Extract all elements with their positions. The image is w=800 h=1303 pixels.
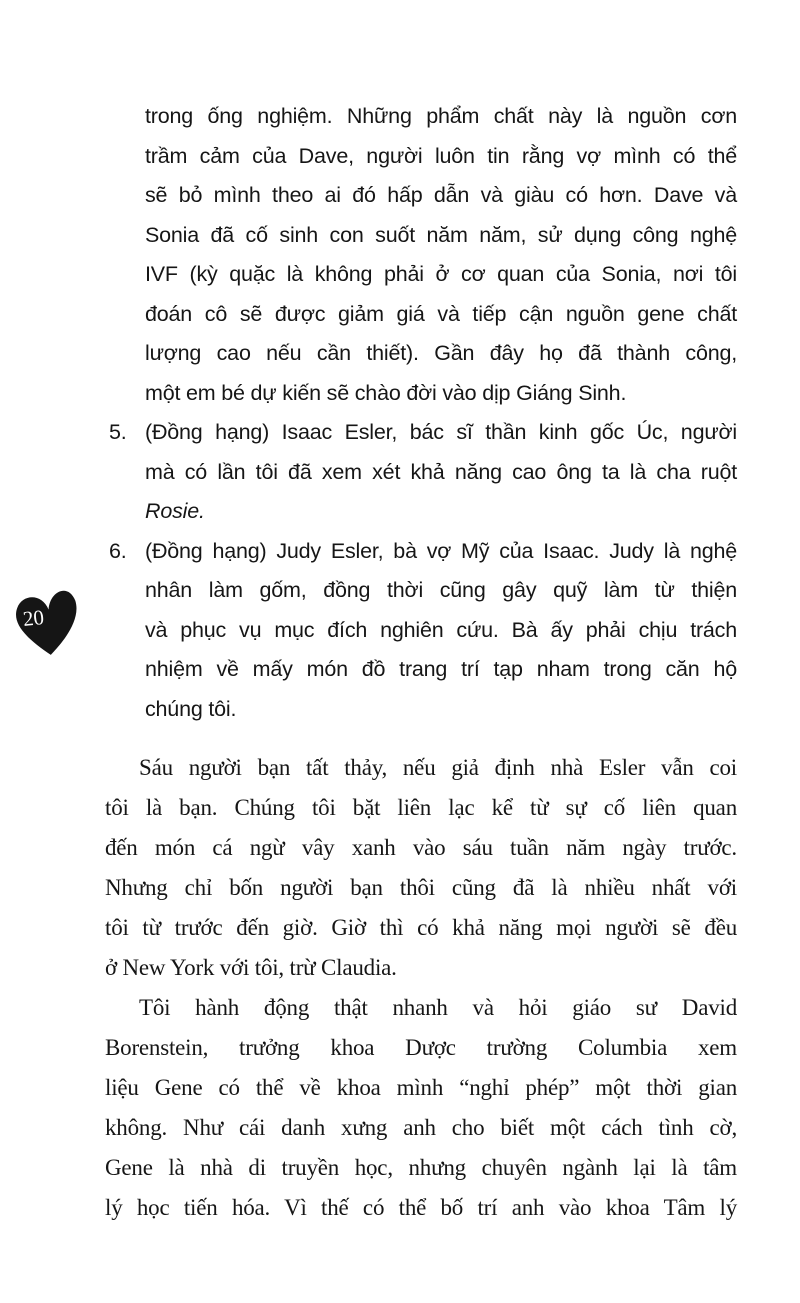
text-line: không. Như cái danh xưng anh cho biết một cách tình cờ, (105, 1115, 737, 1140)
text-line: một em bé dự kiến sẽ chào đời vào dịp Giáng Sinh. (145, 380, 627, 405)
text-line: tôi từ trước đến giờ. Giờ thì có khả năng mọi người sẽ đều (105, 915, 737, 940)
text-line: Sonia đã cố sinh con suốt năm năm, sử dụng công nghệ (145, 222, 737, 247)
list-item-5 (105, 413, 737, 532)
text-line: lượng cao nếu cần thiết). Gần đây họ đã thành công, (145, 341, 737, 365)
list-item-4-continuation (105, 97, 737, 413)
text-line: Gene là nhà di truyền học, nhưng chuyên ngành lại là tâm (105, 1155, 737, 1180)
text-line: nhân làm gốm, đồng thời cũng gây quỹ làm từ thiện (145, 578, 737, 602)
body-text (105, 748, 737, 1228)
page-number-marker (10, 582, 90, 666)
text-line: liệu Gene có thể về khoa mình “nghỉ phép” một thời gian (105, 1075, 737, 1100)
list-item-number: 5. (109, 420, 127, 444)
text-line: (Đồng hạng) Judy Esler, bà vợ Mỹ của Isaac. Judy là nghệ (145, 538, 737, 563)
text-line: đoán cô sẽ được giảm giá và tiếp cận nguồn gene chất (145, 301, 737, 326)
text-line: Borenstein, trưởng khoa Dược trường Columbia xem (105, 1035, 737, 1060)
text-line: Tôi hành động thật nhanh và hỏi giáo sư David (139, 995, 737, 1020)
text-line: lý học tiến hóa. Vì thế có thể bố trí anh vào khoa Tâm lý (105, 1195, 737, 1220)
list-item-6 (105, 532, 737, 730)
text-line: và phục vụ mục đích nghiên cứu. Bà ấy phải chịu trách (145, 617, 737, 642)
text-line: mà có lần tôi đã xem xét khả năng cao ông ta là cha ruột (145, 459, 737, 484)
text-line: IVF (kỳ quặc là không phải ở cơ quan của Sonia, nơi tôi (145, 262, 737, 286)
paragraph-1 (105, 748, 737, 988)
text-line: trầm cảm của Dave, người luôn tin rằng vợ mình có thể (145, 143, 737, 168)
list-item-number: 6. (109, 538, 127, 563)
text-line: tôi là bạn. Chúng tôi bặt liên lạc kể từ sự cố liên quan (105, 795, 737, 820)
heart-icon (10, 582, 90, 666)
text-line: đến món cá ngừ vây xanh vào sáu tuần năm ngày trước. (105, 835, 737, 860)
text-line: trong ống nghiệm. Những phẩm chất này là nguồn cơn (145, 104, 737, 128)
text-line: Rosie. (145, 499, 205, 523)
text-line: Nhưng chỉ bốn người bạn thôi cũng đã là nhiều nhất với (105, 875, 737, 900)
text-line: (Đồng hạng) Isaac Esler, bác sĩ thần kinh gốc Úc, người (145, 420, 737, 444)
text-line: ở New York với tôi, trừ Claudia. (105, 955, 397, 980)
text-line: chúng tôi. (145, 696, 237, 721)
text-line: Sáu người bạn tất thảy, nếu giả định nhà Esler vẫn coi (139, 755, 737, 780)
page-content (105, 97, 737, 1228)
numbered-list (105, 97, 737, 729)
page-number: 20 (21, 604, 46, 632)
paragraph-2 (105, 988, 737, 1228)
text-line: sẽ bỏ mình theo ai đó hấp dẫn và giàu có hơn. Dave và (145, 183, 737, 207)
text-line: nhiệm về mấy món đồ trang trí tạp nham trong căn hộ (145, 657, 737, 681)
